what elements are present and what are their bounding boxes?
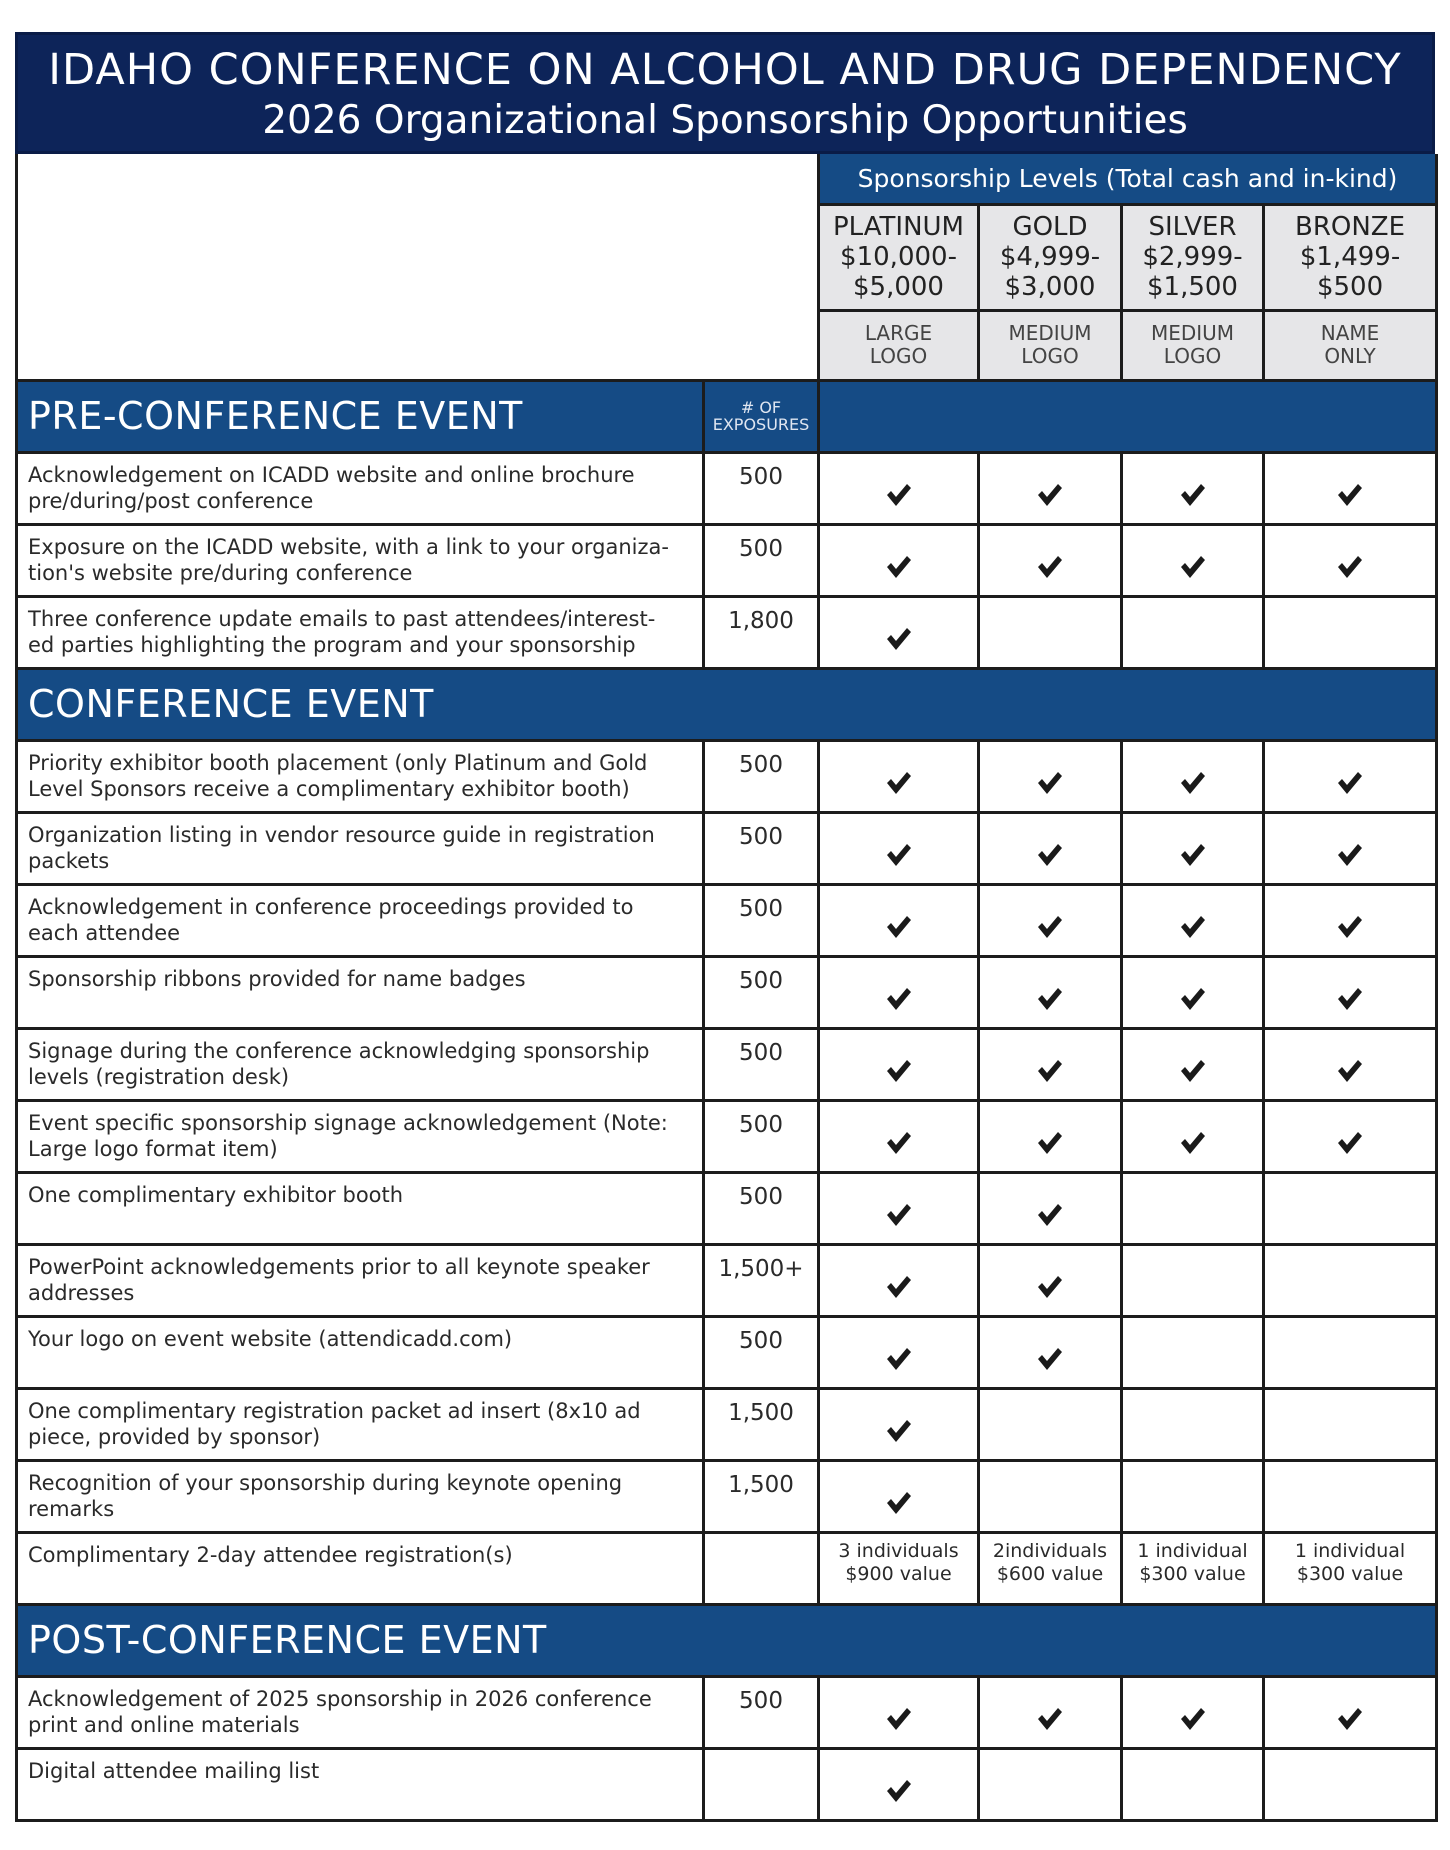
reg-count: 1 individual	[1137, 1539, 1248, 1562]
exposure-count: 500	[704, 812, 819, 884]
desc-line: Event specific sponsorship signage acknowledgement (Note:	[28, 1110, 668, 1135]
registration-row	[17, 1532, 1437, 1604]
desc-line: Recognition of your sponsorship during keynote opening	[28, 1470, 623, 1495]
section-fill	[819, 380, 1437, 452]
logo-size-bottom: LOGO	[869, 344, 928, 368]
exposure-count	[704, 1748, 819, 1820]
level-range-bottom: $1,500	[1147, 272, 1238, 302]
platinum-cell	[819, 884, 979, 956]
desc-line: packets	[28, 848, 110, 873]
title-banner	[15, 32, 1435, 154]
checkmark-icon	[1336, 1058, 1364, 1084]
checkmark-icon	[1336, 1130, 1364, 1156]
platinum-cell	[819, 956, 979, 1028]
checkmark-icon	[1036, 1274, 1064, 1300]
silver-cell	[1122, 596, 1264, 668]
level-range-bottom: $3,000	[1004, 272, 1096, 302]
bronze-cell	[1264, 596, 1437, 668]
sponsorship-sheet	[15, 32, 1435, 1822]
table-row	[17, 740, 1437, 812]
silver-cell	[1122, 1100, 1264, 1172]
bronze-cell	[1264, 1388, 1437, 1460]
desc-line: tion's website pre/during conference	[28, 560, 413, 585]
checkmark-icon	[885, 1058, 913, 1084]
exposure-count: 1,500+	[704, 1244, 819, 1316]
logo-size-platinum	[819, 310, 979, 380]
exposure-count	[704, 1532, 819, 1604]
gold-cell	[979, 956, 1122, 1028]
platinum-cell	[819, 1460, 979, 1532]
desc-line: Acknowledgement of 2025 sponsorship in 2026 conference	[28, 1686, 652, 1711]
checkmark-icon	[1036, 1346, 1064, 1372]
checkmark-icon	[1036, 986, 1064, 1012]
table-row	[17, 1676, 1437, 1748]
checkmark-icon	[1179, 1706, 1207, 1732]
checkmark-icon	[885, 986, 913, 1012]
reg-value: $900 value	[845, 1562, 952, 1585]
gold-cell	[979, 524, 1122, 596]
checkmark-icon	[1036, 842, 1064, 868]
bronze-cell	[1264, 1172, 1437, 1244]
level-range-top: $1,499-	[1299, 242, 1401, 272]
blank-header-area	[17, 154, 819, 380]
silver-cell	[1122, 740, 1264, 812]
checkmark-icon	[1179, 554, 1207, 580]
benefit-description	[17, 1100, 704, 1172]
logo-size-bottom: LOGO	[1163, 344, 1222, 368]
table-row	[17, 596, 1437, 668]
checkmark-icon	[885, 842, 913, 868]
reg-count: 2individuals	[992, 1539, 1108, 1562]
checkmark-icon	[1036, 482, 1064, 508]
benefit-description	[17, 596, 704, 668]
checkmark-icon	[1036, 554, 1064, 580]
checkmark-icon	[885, 1274, 913, 1300]
section-header-pre	[17, 380, 1437, 452]
checkmark-icon	[1336, 554, 1364, 580]
table-row	[17, 1100, 1437, 1172]
section-title: POST-CONFERENCE EVENT	[17, 1604, 1437, 1676]
benefit-description	[17, 452, 704, 524]
exposure-count: 500	[704, 956, 819, 1028]
checkmark-icon	[1036, 1706, 1064, 1732]
desc-line: PowerPoint acknowledgements prior to all keynote speaker	[28, 1254, 650, 1279]
checkmark-icon	[1036, 1058, 1064, 1084]
desc-line: Acknowledgement in conference proceedings provided to	[28, 894, 634, 919]
checkmark-icon	[1336, 914, 1364, 940]
platinum-cell	[819, 524, 979, 596]
silver-cell	[1122, 1028, 1264, 1100]
platinum-cell	[819, 452, 979, 524]
exposures-header	[704, 380, 819, 452]
platinum-cell	[819, 1676, 979, 1748]
checkmark-icon	[885, 1706, 913, 1732]
exposure-count: 1,500	[704, 1388, 819, 1460]
checkmark-icon	[1036, 1202, 1064, 1228]
gold-cell	[979, 812, 1122, 884]
exposure-count: 500	[704, 1676, 819, 1748]
title-line-2: 2026 Organizational Sponsorship Opportunities	[262, 98, 1188, 143]
bronze-cell	[1264, 1316, 1437, 1388]
checkmark-icon	[885, 1346, 913, 1372]
platinum-cell	[819, 1388, 979, 1460]
platinum-cell	[819, 1172, 979, 1244]
checkmark-icon	[885, 1130, 913, 1156]
level-gold	[979, 204, 1122, 310]
checkmark-icon	[1336, 986, 1364, 1012]
desc-line: levels (registration desk)	[28, 1064, 290, 1089]
silver-cell	[1122, 452, 1264, 524]
section-title: CONFERENCE EVENT	[17, 668, 1437, 740]
exposure-count: 500	[704, 1100, 819, 1172]
benefit-description	[17, 740, 704, 812]
benefit-description	[17, 956, 704, 1028]
platinum-cell	[819, 1028, 979, 1100]
checkmark-icon	[885, 482, 913, 508]
table-row	[17, 1028, 1437, 1100]
checkmark-icon	[885, 1778, 913, 1804]
gold-cell	[979, 1388, 1122, 1460]
platinum-cell	[819, 1100, 979, 1172]
desc-line: addresses	[28, 1280, 135, 1305]
table-row	[17, 884, 1437, 956]
gold-cell	[979, 1748, 1122, 1820]
silver-cell	[1122, 1244, 1264, 1316]
checkmark-icon	[885, 554, 913, 580]
benefit-description	[17, 524, 704, 596]
exposure-count: 500	[704, 884, 819, 956]
section-title: PRE-CONFERENCE EVENT	[17, 380, 704, 452]
table-row	[17, 956, 1437, 1028]
logo-size-bottom: LOGO	[1021, 344, 1079, 368]
desc-line: Acknowledgement on ICADD website and online brochure	[28, 462, 635, 487]
silver-cell	[1122, 812, 1264, 884]
benefit-description	[17, 1676, 704, 1748]
desc-line: Priority exhibitor booth placement (only Platinum and Gold	[28, 750, 648, 775]
level-platinum	[819, 204, 979, 310]
sponsorship-table	[15, 154, 1438, 1822]
benefit-description	[17, 1748, 704, 1820]
level-silver	[1122, 204, 1264, 310]
exposure-count: 500	[704, 1172, 819, 1244]
gold-cell	[979, 596, 1122, 668]
exposure-count: 500	[704, 1316, 819, 1388]
exposure-count: 500	[704, 452, 819, 524]
logo-size-top: MEDIUM	[1008, 321, 1092, 345]
checkmark-icon	[885, 914, 913, 940]
table-row	[17, 1460, 1437, 1532]
gold-cell	[979, 1316, 1122, 1388]
gold-cell	[979, 740, 1122, 812]
silver-cell	[1122, 1460, 1264, 1532]
reg-count: 1 individual	[1294, 1539, 1406, 1562]
checkmark-icon	[1179, 1130, 1207, 1156]
checkmark-icon	[1179, 914, 1207, 940]
desc-line: pre/during/post conference	[28, 488, 314, 513]
platinum-cell	[819, 1748, 979, 1820]
level-name: SILVER	[1148, 212, 1237, 242]
gold-cell	[979, 1460, 1122, 1532]
title-line-1: IDAHO CONFERENCE ON ALCOHOL AND DRUG DEPENDENCY	[48, 45, 1402, 95]
bronze-cell	[1264, 524, 1437, 596]
logo-size-top: MEDIUM	[1150, 321, 1235, 345]
platinum-cell	[819, 1244, 979, 1316]
logo-size-gold	[979, 310, 1122, 380]
silver-cell	[1122, 1748, 1264, 1820]
table-row	[17, 812, 1437, 884]
silver-cell	[1122, 1172, 1264, 1244]
logo-size-silver	[1122, 310, 1264, 380]
exposure-count: 1,800	[704, 596, 819, 668]
benefit-description	[17, 1316, 704, 1388]
bronze-registration	[1264, 1532, 1437, 1604]
platinum-cell	[819, 1316, 979, 1388]
desc-line: remarks	[28, 1496, 115, 1521]
platinum-cell	[819, 596, 979, 668]
gold-cell	[979, 1172, 1122, 1244]
level-range-top: $10,000-	[840, 242, 957, 272]
bronze-cell	[1264, 452, 1437, 524]
table-row	[17, 1388, 1437, 1460]
desc-line: Organization listing in vendor resource guide in registration	[28, 822, 655, 847]
gold-registration	[979, 1532, 1122, 1604]
gold-cell	[979, 452, 1122, 524]
table-row	[17, 1316, 1437, 1388]
exposure-count: 500	[704, 524, 819, 596]
table-row	[17, 452, 1437, 524]
level-range-top: $4,999-	[999, 242, 1101, 272]
bronze-cell	[1264, 1676, 1437, 1748]
checkmark-icon	[1036, 770, 1064, 796]
desc-line: Level Sponsors receive a complimentary exhibitor booth)	[28, 776, 630, 801]
reg-count: 3 individuals	[838, 1539, 959, 1562]
level-name: PLATINUM	[833, 212, 964, 242]
benefit-description	[17, 1388, 704, 1460]
gold-cell	[979, 1100, 1122, 1172]
bronze-cell	[1264, 1028, 1437, 1100]
gold-cell	[979, 1028, 1122, 1100]
desc-line: Exposure on the ICADD website, with a link to your organiza-	[28, 534, 669, 559]
desc-line: piece, provided by sponsor)	[28, 1424, 321, 1449]
reg-value: $300 value	[1296, 1562, 1404, 1585]
table-row	[17, 1244, 1437, 1316]
table-row	[17, 1172, 1437, 1244]
silver-registration	[1122, 1532, 1264, 1604]
bronze-cell	[1264, 884, 1437, 956]
level-name: GOLD	[1012, 212, 1088, 242]
checkmark-icon	[1336, 842, 1364, 868]
table-row	[17, 524, 1437, 596]
silver-cell	[1122, 1316, 1264, 1388]
checkmark-icon	[1036, 1130, 1064, 1156]
bronze-cell	[1264, 1460, 1437, 1532]
checkmark-icon	[1336, 1706, 1364, 1732]
bronze-cell	[1264, 812, 1437, 884]
benefit-description	[17, 1244, 704, 1316]
levels-heading: Sponsorship Levels (Total cash and in-kind)	[819, 154, 1437, 204]
benefit-description	[17, 1460, 704, 1532]
silver-cell	[1122, 884, 1264, 956]
level-name: BRONZE	[1294, 212, 1406, 242]
platinum-registration	[819, 1532, 979, 1604]
bronze-cell	[1264, 1748, 1437, 1820]
level-range-bottom: $5,000	[853, 272, 944, 302]
level-range-top: $2,999-	[1142, 242, 1243, 272]
checkmark-icon	[885, 1490, 913, 1516]
bronze-cell	[1264, 1244, 1437, 1316]
section-header-conference	[17, 668, 1437, 740]
checkmark-icon	[885, 1202, 913, 1228]
checkmark-icon	[1179, 1058, 1207, 1084]
desc-line: each attendee	[28, 920, 181, 945]
checkmark-icon	[885, 626, 913, 652]
silver-cell	[1122, 1676, 1264, 1748]
checkmark-icon	[1336, 482, 1364, 508]
logo-size-bottom: ONLY	[1324, 344, 1376, 368]
gold-cell	[979, 1676, 1122, 1748]
desc-line: Sponsorship ribbons provided for name badges	[28, 966, 526, 991]
platinum-cell	[819, 740, 979, 812]
checkmark-icon	[885, 1418, 913, 1444]
checkmark-icon	[1179, 986, 1207, 1012]
desc-line: Digital attendee mailing list	[28, 1758, 320, 1783]
desc-line: Signage during the conference acknowledging sponsorship	[28, 1038, 650, 1063]
checkmark-icon	[1036, 914, 1064, 940]
benefit-description	[17, 812, 704, 884]
platinum-cell	[819, 812, 979, 884]
exposures-label-top: # OF	[740, 398, 782, 417]
exposures-label-bottom: EXPOSURES	[712, 415, 810, 434]
benefit-description: Complimentary 2-day attendee registration(s)	[17, 1532, 704, 1604]
desc-line: Your logo on event website (attendicadd.com)	[28, 1326, 513, 1351]
benefit-description	[17, 884, 704, 956]
level-range-bottom: $500	[1316, 272, 1384, 302]
desc-line: ed parties highlighting the program and your sponsorship	[28, 632, 636, 657]
exposure-count: 500	[704, 740, 819, 812]
checkmark-icon	[1336, 770, 1364, 796]
gold-cell	[979, 1244, 1122, 1316]
reg-value: $300 value	[1139, 1562, 1246, 1585]
bronze-cell	[1264, 740, 1437, 812]
table-row	[17, 1748, 1437, 1820]
desc-line: Large logo format item)	[28, 1136, 278, 1161]
logo-size-top: NAME	[1320, 321, 1380, 345]
section-header-post	[17, 1604, 1437, 1676]
logo-size-top: LARGE	[864, 321, 933, 345]
bronze-cell	[1264, 1100, 1437, 1172]
silver-cell	[1122, 956, 1264, 1028]
gold-cell	[979, 884, 1122, 956]
exposure-count: 1,500	[704, 1460, 819, 1532]
desc-line: Three conference update emails to past attendees/interest-	[28, 606, 656, 631]
desc-line: One complimentary registration packet ad insert (8x10 ad	[28, 1398, 641, 1423]
bronze-cell	[1264, 956, 1437, 1028]
checkmark-icon	[1179, 482, 1207, 508]
reg-value: $600 value	[996, 1562, 1104, 1585]
checkmark-icon	[885, 770, 913, 796]
exposure-count: 500	[704, 1028, 819, 1100]
checkmark-icon	[1179, 770, 1207, 796]
silver-cell	[1122, 524, 1264, 596]
logo-size-bronze	[1264, 310, 1437, 380]
checkmark-icon	[1179, 842, 1207, 868]
level-bronze	[1264, 204, 1437, 310]
silver-cell	[1122, 1388, 1264, 1460]
benefit-description	[17, 1172, 704, 1244]
benefit-description	[17, 1028, 704, 1100]
desc-line: print and online materials	[28, 1712, 300, 1737]
desc-line: One complimentary exhibitor booth	[28, 1182, 404, 1207]
